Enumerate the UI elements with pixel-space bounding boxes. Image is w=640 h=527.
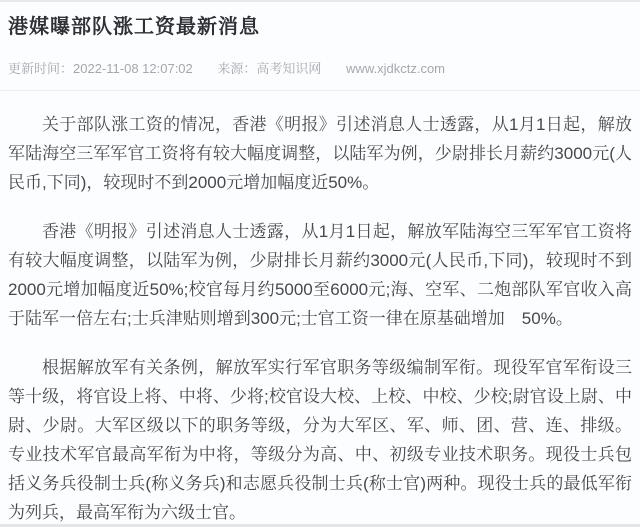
page-title: 港媒曝部队涨工资最新消息: [8, 16, 260, 38]
source: [217, 61, 321, 76]
update-time-value: 2022-11-08 12:07:02: [73, 61, 193, 76]
paragraph-3: 根据解放军有关条例，解放军实行军官职务等级编制军衔。现役军官军衔设三等十级，将官设上将、中将、少将;校官设大校、上校、中校、少校;尉官设上尉、中尉、少尉。大军区级以下的职务等级，分为大军区、军、师、团、营、连、排级。专业技术军官最高军衔为中将，等级分为高、中、初级专业技术职务。现役士兵包括义务兵役制士兵(称义务兵)和志愿兵役制士兵(称士官)两种。现役士兵的最低军衔为列兵，最高军衔为六级士官。: [8, 358, 632, 522]
paragraph-2: 香港《明报》引述消息人士透露，从1月1日起，解放军陆海空三军军官工资将有较大幅度调整，以陆军为例，少尉排长月薪约3000元(人民币,下同)，较现时不到2000元增加幅度近50%;校官每月约5000至6000元;海、空军、二炮部队军官收入高于陆军一倍左右;士兵津贴则增到300元;士官工资一律在原基础增加 50%。: [8, 222, 632, 328]
source-value: 高考知识网: [256, 61, 322, 76]
paragraph-1: 关于部队涨工资的情况，香港《明报》引述消息人士透露，从1月1日起，解放军陆海空三军军官工资将有较大幅度调整，以陆军为例，少尉排长月薪约3000元(人民币,下同)，较现时不到2000元增加幅度近50%。: [8, 115, 632, 192]
article-header: [0, 2, 640, 91]
article-body: [0, 110, 640, 527]
update-time-label: 更新时间：: [8, 61, 74, 76]
source-label: 来源：: [217, 61, 257, 76]
update-time: [8, 61, 193, 76]
article-meta: [0, 58, 640, 91]
site-url: www.xjdkctz.com: [346, 61, 446, 76]
